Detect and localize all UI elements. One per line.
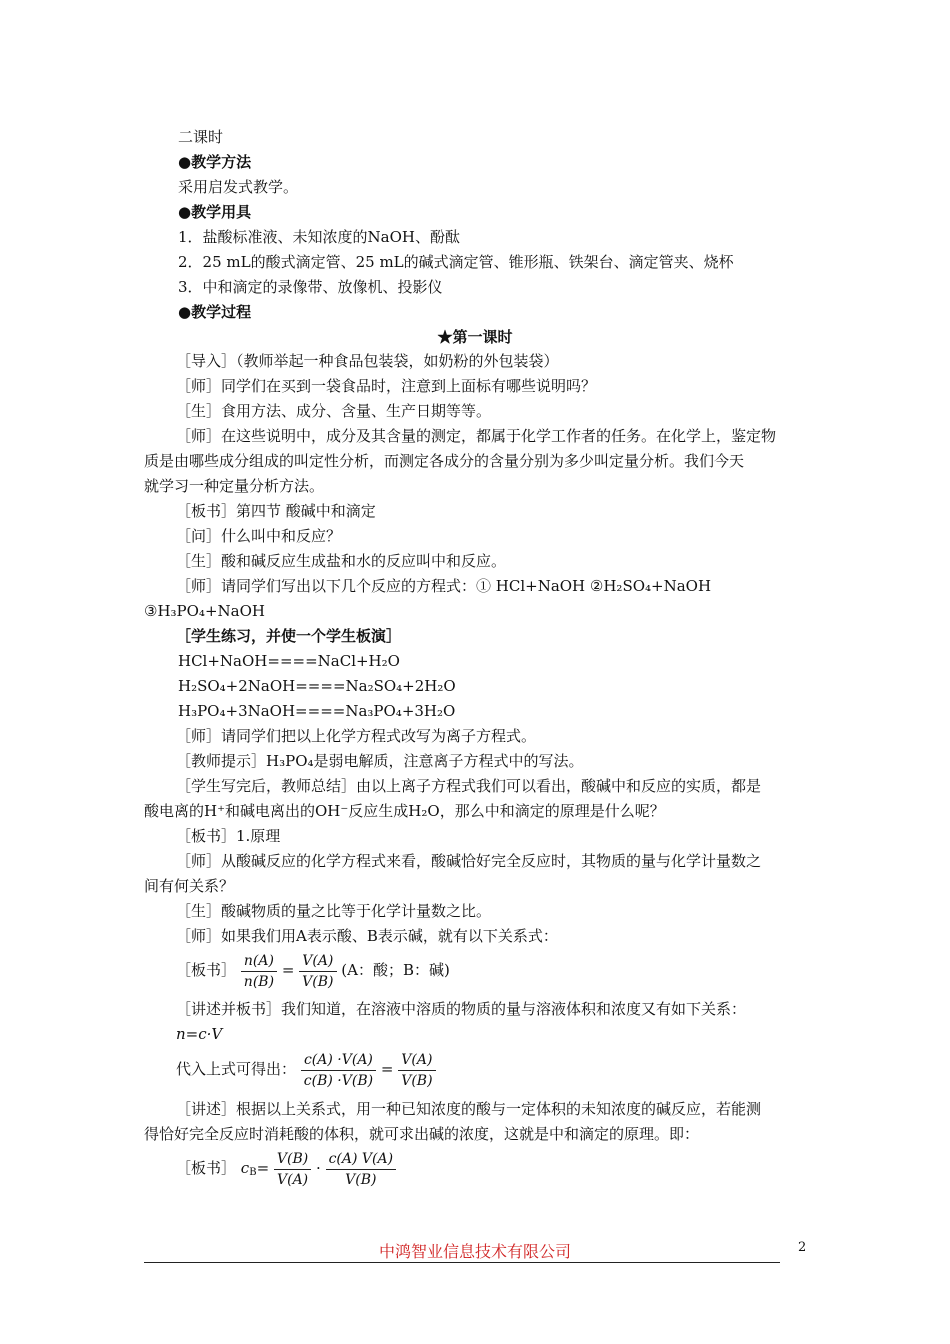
equation: HCl+NaOH====NaCl+H₂O: [178, 652, 400, 670]
fraction-numerator: V(B): [274, 1150, 311, 1170]
footer-divider: [144, 1262, 780, 1263]
equals-sign: =: [256, 1159, 270, 1177]
paragraph: ［生］食用方法、成分、含量、生产日期等等。: [176, 402, 492, 420]
formula-label: ［板书］: [176, 961, 237, 979]
paragraph: ［教师提示］H₃PO₄是弱电解质，注意离子方程式中的写法。: [176, 752, 584, 770]
formula-note: (A：酸；B：碱): [341, 961, 450, 979]
footer-company: 中鸿智业信息技术有限公司: [378, 1242, 571, 1261]
fraction-cv: [301, 1051, 376, 1090]
paragraph: ［师］从酸碱反应的化学方程式来看，酸碱恰好完全反应时，其物质的量与化学计量数之: [176, 852, 762, 870]
fraction-v: [398, 1051, 435, 1090]
paragraph: ［讲述并板书］我们知道，在溶液中溶质的物质的量与溶液体积和浓度又有如下关系：: [176, 1000, 747, 1018]
fraction-denominator: V(A): [277, 1171, 309, 1188]
list-item: 2．25 mL的酸式滴定管、25 mL的碱式滴定管、锥形瓶、铁架台、滴定管夹、烧杯: [178, 253, 734, 271]
paragraph: ［学生练习，并使一个学生板演］: [176, 627, 402, 645]
course-heading: 二课时: [178, 128, 224, 146]
fraction-numerator: V(A): [299, 952, 336, 972]
fraction-denominator: V(B): [401, 1072, 433, 1089]
equals-sign: =: [281, 961, 295, 979]
paragraph: 间有何关系？: [144, 877, 235, 895]
fraction-numerator: V(A): [398, 1051, 435, 1071]
formula-label: ［板书］: [176, 1159, 237, 1177]
paragraph: ［板书］第四节 酸碱中和滴定: [176, 502, 376, 520]
fraction-denominator: V(B): [302, 973, 334, 990]
paragraph: ［导入］（教师举起一种食品包装袋，如奶粉的外包装袋）: [176, 352, 559, 370]
formula-substituted: [176, 1049, 436, 1090]
paragraph: ［师］如果我们用A表示酸、B表示碱，就有以下关系式：: [176, 927, 558, 945]
fraction-numerator: c(A) V(A): [326, 1150, 396, 1170]
paragraph: 得恰好完全反应时消耗酸的体积，就可求出碱的浓度，这就是中和滴定的原理。即：: [144, 1125, 700, 1143]
fraction-denominator: n(B): [243, 973, 275, 990]
formula-ratio: [176, 950, 450, 991]
fraction-numerator: c(A) ·V(A): [301, 1051, 376, 1071]
formula-lhs: c: [240, 1159, 250, 1177]
fraction-numerator: n(A): [241, 952, 277, 972]
paragraph: ［生］酸碱物质的量之比等于化学计量数之比。: [176, 902, 492, 920]
section-teaching-method: ●教学方法: [178, 153, 252, 171]
paragraph: ［生］酸和碱反应生成盐和水的反应叫中和反应。: [176, 552, 507, 570]
fraction-denominator: V(B): [345, 1171, 377, 1188]
fraction-v: [299, 952, 336, 991]
section-teaching-process: ●教学过程: [178, 303, 252, 321]
paragraph: 质是由哪些成分组成的叫定性分析，而测定各成分的含量分别为多少叫定量分析。我们今天: [144, 452, 745, 470]
equals-sign: =: [380, 1060, 394, 1078]
formula-label: 代入上式可得出：: [176, 1060, 297, 1078]
equation: H₂SO₄+2NaOH====Na₂SO₄+2H₂O: [178, 677, 456, 695]
formula-concentration: [176, 1148, 396, 1189]
fraction-denominator: c(B) ·V(B): [303, 1072, 374, 1089]
equation: H₃PO₄+3NaOH====Na₃PO₄+3H₂O: [178, 702, 456, 720]
paragraph: ［师］在这些说明中，成分及其含量的测定，都属于化学工作者的任务。在化学上，鉴定物: [176, 427, 777, 445]
paragraph: 采用启发式教学。: [178, 178, 299, 196]
paragraph: ③H₃PO₄+NaOH: [144, 602, 265, 620]
paragraph: ［师］请同学们把以上化学方程式改写为离子方程式。: [176, 727, 537, 745]
paragraph: 酸电离的H⁺和碱电离出的OH⁻反应生成H₂O，那么中和滴定的原理是什么呢？: [144, 802, 665, 820]
paragraph: ［问］什么叫中和反应？: [176, 527, 342, 545]
formula-n-cv: n=c·V: [176, 1025, 223, 1043]
lesson-title: ★第一课时: [437, 328, 513, 346]
section-teaching-tools: ●教学用具: [178, 203, 252, 221]
list-item: 3．中和滴定的录像带、放像机、投影仪: [178, 278, 443, 296]
paragraph: ［板书］1.原理: [176, 827, 281, 845]
paragraph: ［师］同学们在买到一袋食品时，注意到上面标有哪些说明吗？: [176, 377, 597, 395]
fraction-n: [241, 952, 277, 991]
page-number: 2: [798, 1240, 807, 1255]
paragraph: ［学生写完后，教师总结］由以上离子方程式我们可以看出，酸碱中和反应的实质，都是: [176, 777, 762, 795]
paragraph: ［师］请同学们写出以下几个反应的方程式：① HCl+NaOH ②H₂SO₄+NaOH: [176, 577, 712, 595]
list-item: 1．盐酸标准液、未知浓度的NaOH、酚酞: [178, 228, 460, 246]
fraction-cv: [326, 1150, 396, 1189]
formula-lhs-subscript: B: [249, 1167, 257, 1178]
multiply-dot: ·: [316, 1159, 321, 1177]
paragraph: ［讲述］根据以上关系式，用一种已知浓度的酸与一定体积的未知浓度的碱反应，若能测: [176, 1100, 762, 1118]
paragraph: 就学习一种定量分析方法。: [144, 477, 325, 495]
fraction-volume-ratio: [274, 1150, 311, 1189]
